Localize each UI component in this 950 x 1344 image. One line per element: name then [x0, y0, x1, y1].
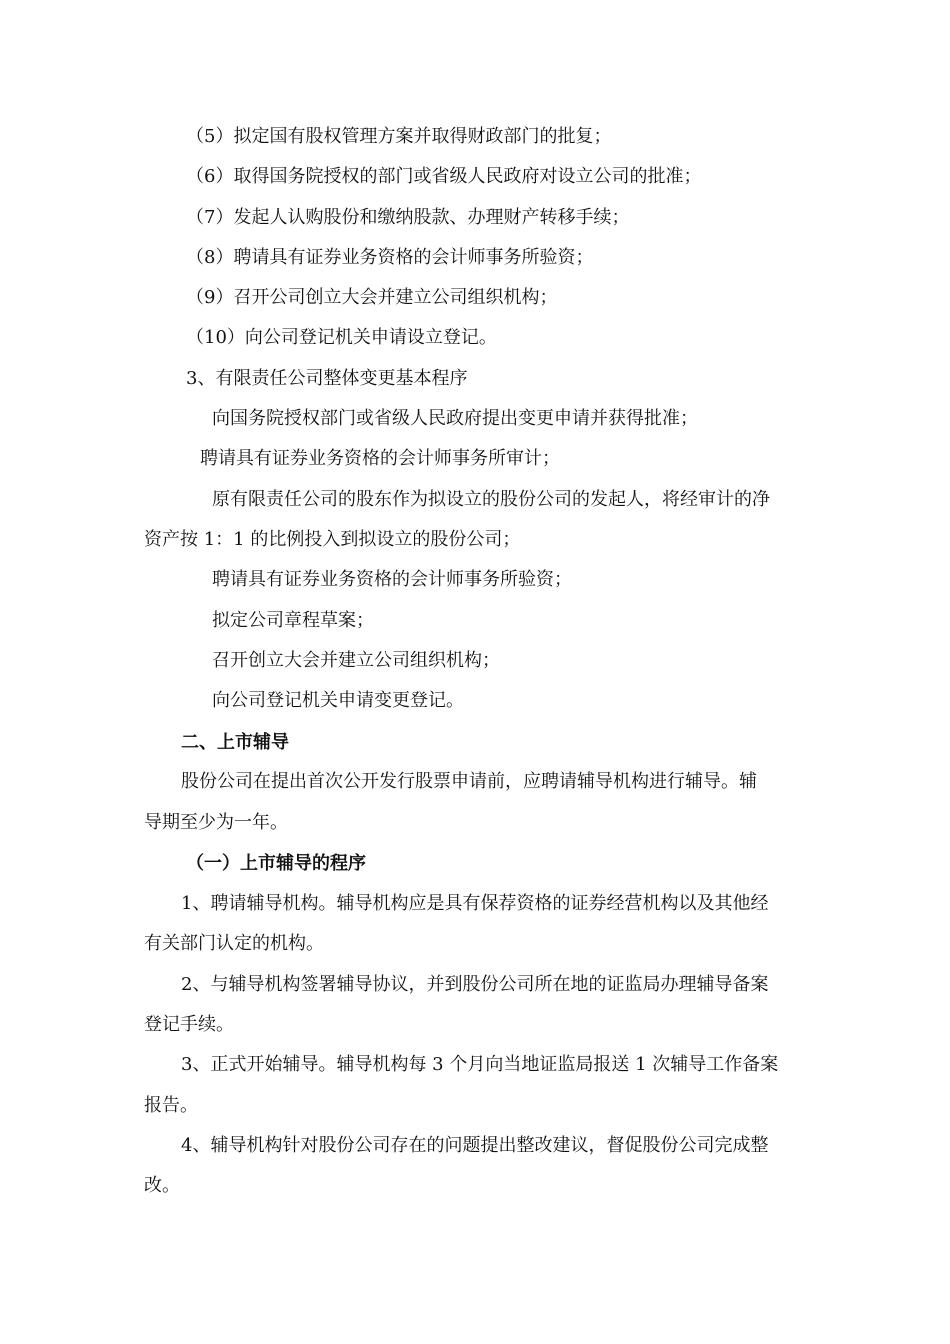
- text-line: （6）取得国务院授权的部门或省级人民政府对设立公司的批准；: [186, 166, 702, 187]
- text-line: （7）发起人认购股份和缴纳股款、办理财产转移手续；: [186, 207, 630, 228]
- text-line: 登记手续。: [144, 1014, 234, 1035]
- text-line: 聘请具有证券业务资格的会计师事务所验资；: [212, 569, 572, 590]
- text-line: 改。: [144, 1175, 180, 1196]
- text-line: 召开创立大会并建立公司组织机构；: [212, 650, 500, 671]
- text-line: 聘请具有证券业务资格的会计师事务所审计；: [200, 448, 560, 469]
- text-line: 资产按 1：1 的比例投入到拟设立的股份公司；: [144, 529, 521, 550]
- section-heading: 3、有限责任公司整体变更基本程序: [186, 368, 468, 389]
- text-line: 1、聘请辅导机构。辅导机构应是具有保荐资格的证券经营机构以及其他经: [181, 893, 769, 914]
- text-line: 有关部门认定的机构。: [144, 933, 324, 954]
- text-line: 4、辅导机构针对股份公司存在的问题提出整改建议，督促股份公司完成整: [181, 1135, 769, 1156]
- text-line: 拟定公司章程草案；: [212, 610, 374, 631]
- text-line: 3、正式开始辅导。辅导机构每 3 个月向当地证监局报送 1 次辅导工作备案: [181, 1054, 779, 1075]
- text-line: 向公司登记机关申请变更登记。: [212, 690, 464, 711]
- text-line: （8）聘请具有证券业务资格的会计师事务所验资；: [186, 247, 594, 268]
- text-line: （9）召开公司创立大会并建立公司组织机构；: [186, 287, 558, 308]
- text-line: （5）拟定国有股权管理方案并取得财政部门的批复；: [186, 126, 612, 147]
- text-line: 报告。: [144, 1095, 198, 1116]
- text-line: 原有限责任公司的股东作为拟设立的股份公司的发起人，将经审计的净: [212, 489, 770, 510]
- text-line: 导期至少为一年。: [144, 812, 288, 833]
- text-line: （10）向公司登记机关申请设立登记。: [186, 327, 497, 348]
- text-line: 向国务院授权部门或省级人民政府提出变更申请并获得批准；: [212, 408, 698, 429]
- section-heading: 二、上市辅导: [181, 732, 289, 753]
- subsection-heading: （一）上市辅导的程序: [186, 853, 366, 874]
- text-line: 2、与辅导机构签署辅导协议，并到股份公司所在地的证监局办理辅导备案: [181, 974, 769, 995]
- text-line: 股份公司在提出首次公开发行股票申请前，应聘请辅导机构进行辅导。辅: [181, 771, 757, 792]
